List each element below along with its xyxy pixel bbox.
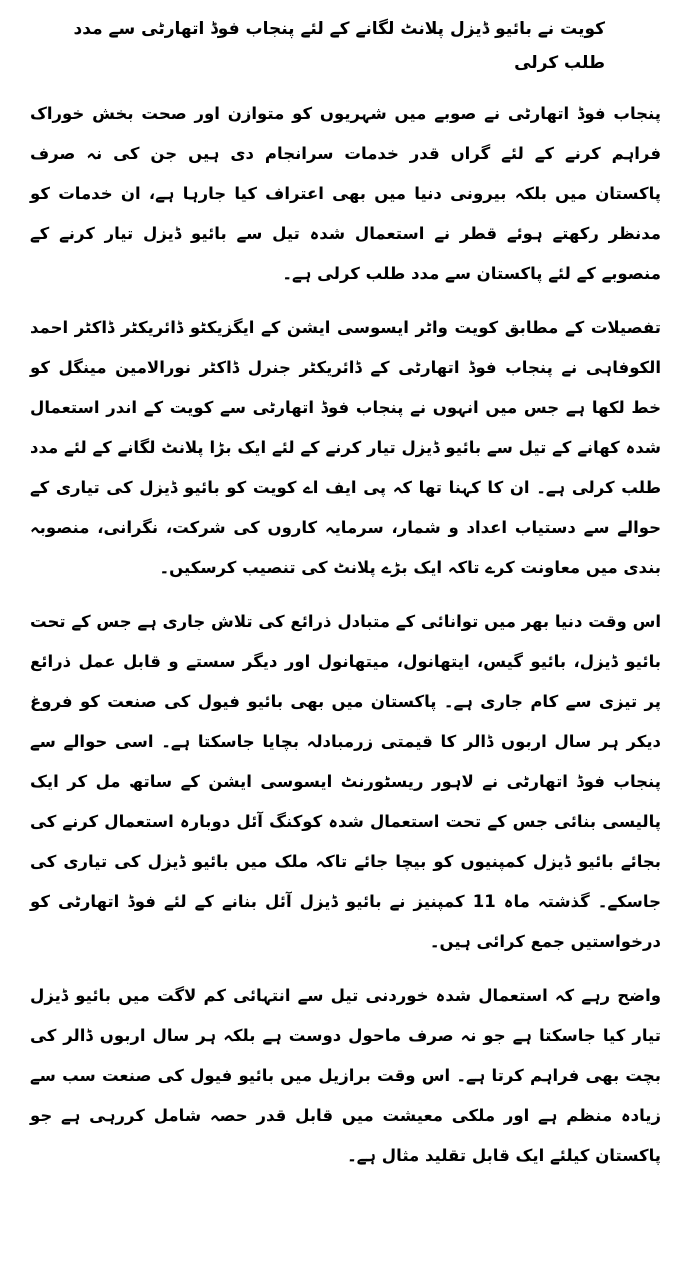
article-paragraph-2: تفصیلات کے مطابق کویت واٹر ایسوسی ایشن کے ایگزیکٹو ڈائریکٹر ڈاکٹر احمد الکوفاہی نے پنجاب فوڈ اتھارٹی کے ڈائریکٹر جنرل ڈاکٹر نورالامین مینگل کو خط لکھا ہے جس میں انہوں نے پنجاب فوڈ اتھارٹی سے کویت کے اندر استعمال شدہ کھانے کے تیل سے بائیو ڈیزل تیار کرنے کے لئے ایک بڑا پلانٹ لگانے کے لئے مدد طلب کرلی ہے۔ ان کا کہنا تھا کہ پی ایف اے کویت کو بائیو ڈیزل کی تیاری کے حوالے سے دستیاب اعداد و شمار، سرمایہ کاروں کی شرکت، نگرانی، منصوبہ بندی میں معاونت کرے تاکہ ایک بڑے پلانٹ کی تنصیب کرسکیں۔: [30, 318, 661, 577]
article-paragraph-4: واضح رہے کہ استعمال شدہ خوردنی تیل سے انتہائی کم لاگت میں بائیو ڈیزل تیار کیا جاسکتا ہے جو نہ صرف ماحول دوست ہے بلکہ ہر سال اربوں ڈالر کی بچت بھی فراہم کرتا ہے۔ اس وقت برازیل میں بائیو فیول کی صنعت سب سے زیادہ منظم ہے اور ملکی معیشت میں قابل قدر حصہ شامل کررہی ہے جو پاکستان کیلئے ایک قابل تقلید مثال ہے۔: [30, 986, 661, 1165]
article-headline: کویت نے بائیو ڈیزل پلانٹ لگانے کے لئے پنجاب فوڈ اتھارٹی سے مدد طلب کرلی: [73, 19, 605, 73]
article-paragraph-3: اس وقت دنیا بھر میں توانائی کے متبادل ذرائع کی تلاش جاری ہے جس کے تحت بائیو ڈیزل، بائیو گیس، ایتھانول، میتھانول اور دیگر سستے و قابل عمل ذرائع پر تیزی سے کام جاری ہے۔ پاکستان میں بھی بائیو فیول کی صنعت کو فروغ دیکر ہر سال اربوں ڈالر کا قیمتی زرمبادلہ بچایا جاسکتا ہے۔ اسی حوالے سے پنجاب فوڈ اتھارٹی نے لاہور ریسٹورنٹ ایسوسی ایشن کے ساتھ مل کر ایک پالیسی بنائی جس کے تحت استعمال شدہ کوکنگ آئل دوبارہ استعمال کرنے کی بجائے بائیو ڈیزل کمپنیوں کو بیچا جائے تاکہ ملک میں بائیو ڈیزل کی تیاری کی جاسکے۔ گذشتہ ماہ 11 کمپنیز نے بائیو ڈیزل آئل بنانے کے لئے فوڈ اتھارٹی کو درخواستیں جمع کرائی ہیں۔: [30, 612, 661, 951]
article-paragraph-1: پنجاب فوڈ اتھارٹی نے صوبے میں شہریوں کو متوازن اور صحت بخش خوراک فراہم کرنے کے لئے گراں قدر خدمات سرانجام دی ہیں جن کی نہ صرف پاکستان میں بلکہ بیرونی دنیا میں بھی اعتراف کیا جارہا ہے، ان خدمات کو مدنظر رکھتے ہوئے قطر نے استعمال شدہ تیل سے بائیو ڈیزل تیار کرنے کے منصوبے کے لئے پاکستان سے مدد طلب کرلی ہے۔: [30, 104, 661, 283]
